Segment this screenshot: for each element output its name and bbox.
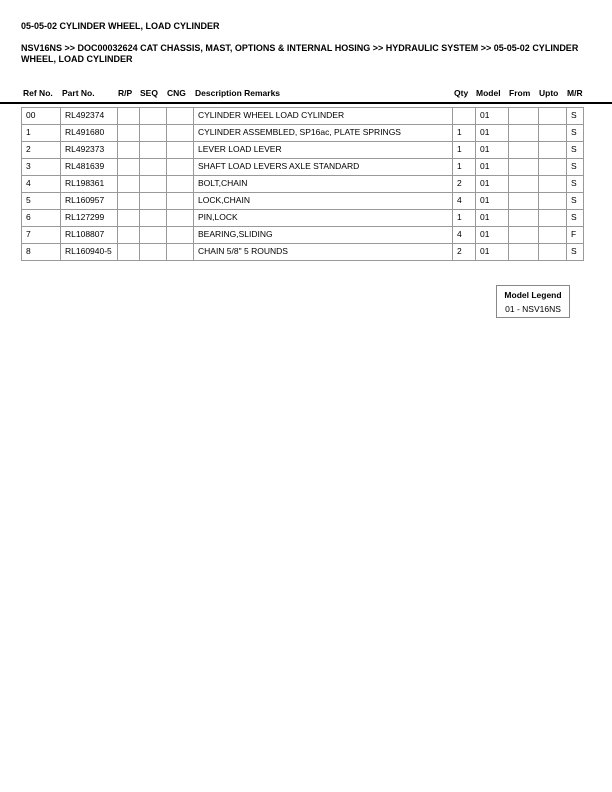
col-seq: SEQ [140, 88, 158, 98]
cell-from [509, 159, 539, 176]
cell-qty: 4 [453, 227, 476, 244]
cell-mr: S [567, 176, 584, 193]
col-ref: Ref No. [23, 88, 53, 98]
cell-upto [539, 125, 567, 142]
table-row [22, 193, 584, 210]
cell-qty: 2 [453, 244, 476, 261]
cell-upto [539, 159, 567, 176]
cell-upto [539, 176, 567, 193]
cell-part-no: RL160940-5 [61, 244, 118, 261]
col-from: From [509, 88, 531, 98]
cell-mr: S [567, 193, 584, 210]
cell-from [509, 210, 539, 227]
cell-qty: 4 [453, 193, 476, 210]
table-row [22, 210, 584, 227]
col-upto: Upto [539, 88, 559, 98]
cell-ref-no: 7 [22, 227, 61, 244]
table-row [22, 227, 584, 244]
cell-rp [118, 125, 140, 142]
cell-qty: 1 [453, 159, 476, 176]
cell-cng [167, 159, 194, 176]
legend-item: 01 - NSV16NS [505, 304, 561, 314]
cell-cng [167, 193, 194, 210]
cell-seq [140, 244, 167, 261]
cell-cng [167, 125, 194, 142]
table-row [22, 244, 584, 261]
cell-mr: S [567, 142, 584, 159]
table-row [22, 176, 584, 193]
cell-upto [539, 210, 567, 227]
cell-part-no: RL127299 [61, 210, 118, 227]
cell-seq [140, 176, 167, 193]
cell-ref-no: 8 [22, 244, 61, 261]
cell-from [509, 176, 539, 193]
model-legend [496, 285, 570, 318]
cell-model: 01 [476, 108, 509, 125]
col-model: Model [476, 88, 501, 98]
breadcrumb: NSV16NS >> DOC00032624 CAT CHASSIS, MAST, OPTIONS & INTERNAL HOSING >> HYDRAULIC SYSTEM >> 05-05-02 CYLINDER WHEEL, LOAD CYLINDER [21, 43, 579, 64]
cell-model: 01 [476, 176, 509, 193]
cell-upto [539, 244, 567, 261]
cell-from [509, 108, 539, 125]
cell-cng [167, 108, 194, 125]
cell-description: PIN,LOCK [194, 210, 453, 227]
cell-part-no: RL492374 [61, 108, 118, 125]
cell-from [509, 125, 539, 142]
cell-seq [140, 227, 167, 244]
cell-cng [167, 210, 194, 227]
cell-model: 01 [476, 227, 509, 244]
table-row [22, 159, 584, 176]
cell-description: LOCK,CHAIN [194, 193, 453, 210]
cell-description: LEVER LOAD LEVER [194, 142, 453, 159]
cell-model: 01 [476, 193, 509, 210]
legend-title: Model Legend [504, 290, 562, 300]
col-qty: Qty [454, 88, 469, 98]
cell-ref-no: 00 [22, 108, 61, 125]
cell-from [509, 227, 539, 244]
cell-ref-no: 5 [22, 193, 61, 210]
col-cng: CNG [167, 88, 186, 98]
cell-description: SHAFT LOAD LEVERS AXLE STANDARD [194, 159, 453, 176]
col-desc: Description Remarks [195, 88, 281, 98]
cell-from [509, 244, 539, 261]
cell-seq [140, 125, 167, 142]
cell-qty: 1 [453, 210, 476, 227]
header-divider [0, 102, 612, 104]
cell-qty: 1 [453, 125, 476, 142]
cell-part-no: RL198361 [61, 176, 118, 193]
cell-ref-no: 2 [22, 142, 61, 159]
cell-model: 01 [476, 244, 509, 261]
cell-rp [118, 193, 140, 210]
cell-mr: S [567, 159, 584, 176]
cell-seq [140, 142, 167, 159]
cell-model: 01 [476, 142, 509, 159]
cell-upto [539, 193, 567, 210]
cell-mr: F [567, 227, 584, 244]
cell-description: CYLINDER WHEEL LOAD CYLINDER [194, 108, 453, 125]
page-title: 05-05-02 CYLINDER WHEEL, LOAD CYLINDER [21, 21, 220, 31]
cell-cng [167, 244, 194, 261]
cell-rp [118, 142, 140, 159]
cell-cng [167, 176, 194, 193]
cell-ref-no: 4 [22, 176, 61, 193]
cell-from [509, 193, 539, 210]
cell-model: 01 [476, 159, 509, 176]
cell-description: CHAIN 5/8" 5 ROUNDS [194, 244, 453, 261]
cell-upto [539, 142, 567, 159]
col-part: Part No. [62, 88, 95, 98]
col-mr: M/R [567, 88, 583, 98]
cell-description: BEARING,SLIDING [194, 227, 453, 244]
cell-seq [140, 159, 167, 176]
cell-part-no: RL492373 [61, 142, 118, 159]
cell-qty: 1 [453, 142, 476, 159]
cell-rp [118, 176, 140, 193]
cell-ref-no: 3 [22, 159, 61, 176]
cell-part-no: RL491680 [61, 125, 118, 142]
cell-model: 01 [476, 125, 509, 142]
cell-mr: S [567, 125, 584, 142]
cell-qty [453, 108, 476, 125]
cell-rp [118, 244, 140, 261]
cell-rp [118, 108, 140, 125]
cell-part-no: RL481639 [61, 159, 118, 176]
cell-model: 01 [476, 210, 509, 227]
cell-cng [167, 142, 194, 159]
table-row [22, 125, 584, 142]
cell-ref-no: 6 [22, 210, 61, 227]
cell-qty: 2 [453, 176, 476, 193]
cell-cng [167, 227, 194, 244]
cell-mr: S [567, 244, 584, 261]
cell-rp [118, 159, 140, 176]
table-row [22, 108, 584, 125]
cell-description: BOLT,CHAIN [194, 176, 453, 193]
col-rp: R/P [118, 88, 133, 98]
cell-mr: S [567, 108, 584, 125]
cell-part-no: RL108807 [61, 227, 118, 244]
cell-seq [140, 210, 167, 227]
cell-rp [118, 210, 140, 227]
cell-upto [539, 108, 567, 125]
cell-mr: S [567, 210, 584, 227]
cell-seq [140, 108, 167, 125]
cell-rp [118, 227, 140, 244]
cell-from [509, 142, 539, 159]
cell-upto [539, 227, 567, 244]
cell-description: CYLINDER ASSEMBLED, SP16ac, PLATE SPRINGS [194, 125, 453, 142]
table-row [22, 142, 584, 159]
cell-part-no: RL160957 [61, 193, 118, 210]
parts-table [21, 107, 584, 261]
cell-ref-no: 1 [22, 125, 61, 142]
cell-seq [140, 193, 167, 210]
